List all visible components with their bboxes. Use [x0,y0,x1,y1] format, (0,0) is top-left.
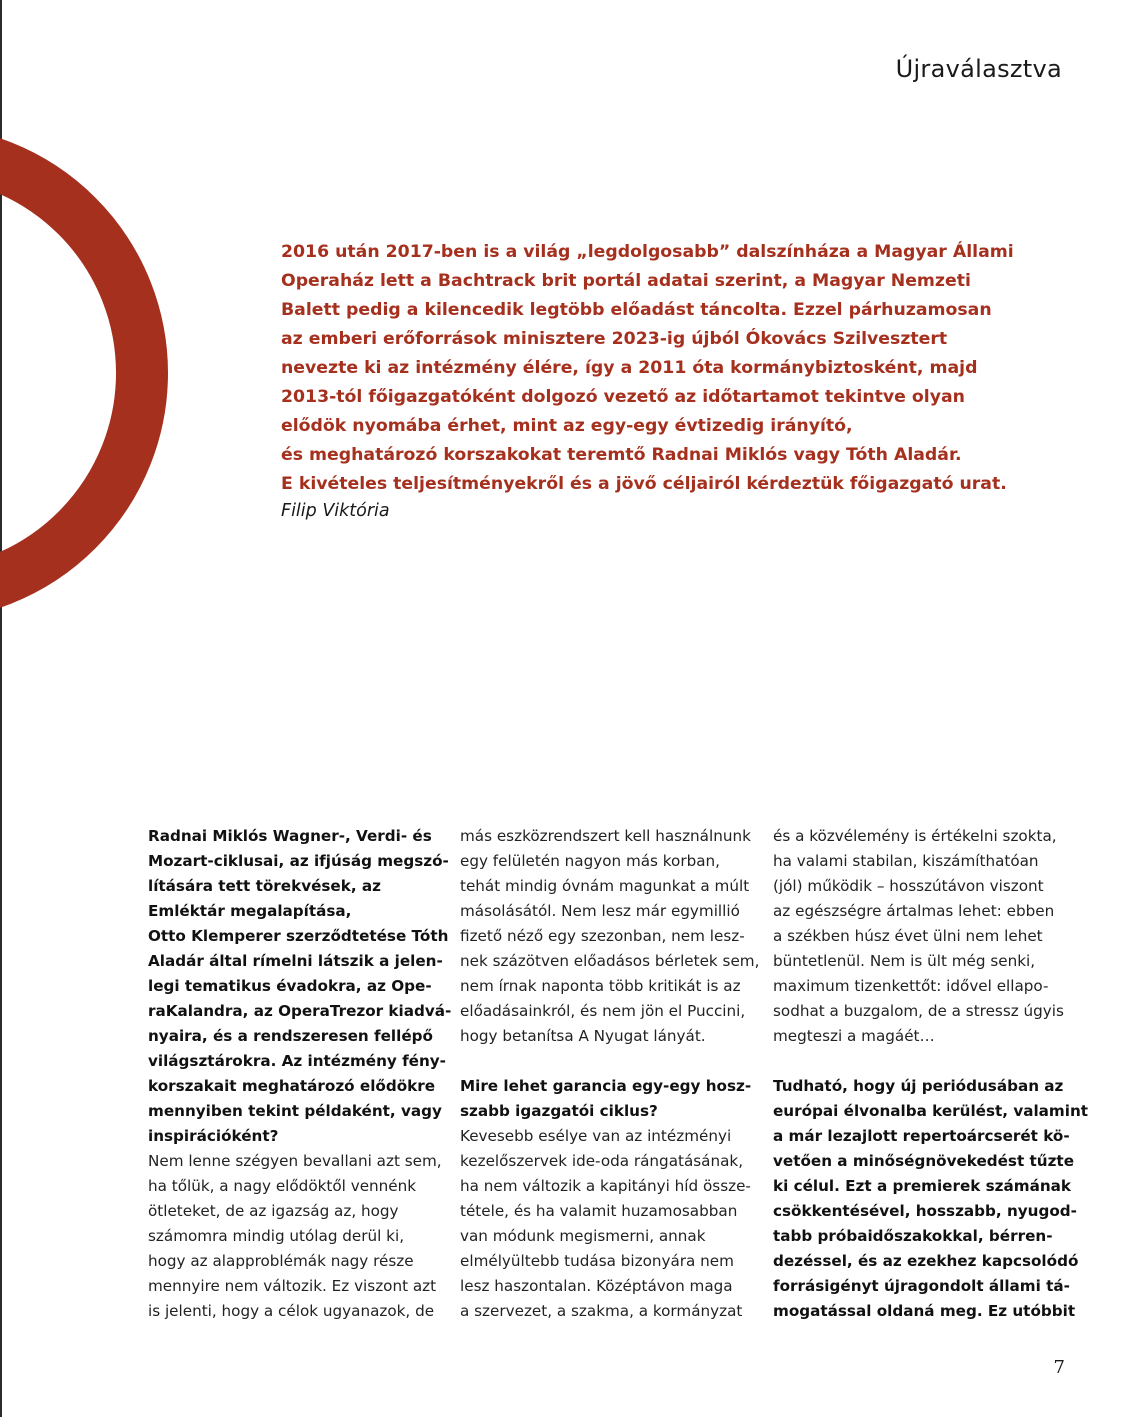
answer-line: és a közvélemény is értékelni szokta, [773,827,1057,845]
question-line: vetően a minőségnövekedést tűzte [773,1152,1074,1170]
text-column-3 [773,824,1089,1324]
interview-question [460,1074,760,1124]
answer-line: nem írnak naponta több kritikát is az [460,977,741,995]
answer-line: megteszi a magáét… [773,1027,935,1045]
answer-line: mennyire nem változik. Ez viszont azt [148,1277,437,1295]
lead-line: Operaház lett a Bachtrack brit portál adatai szerint, a Magyar Nemzeti [281,271,971,291]
question-line: forrásigényt újragondolt állami tá- [773,1277,1070,1295]
question-line: világsztárokra. Az intézmény fény- [148,1052,446,1070]
answer-line: előadásainkról, és nem jön el Puccini, [460,1002,746,1020]
answer-line: hogy az alapproblémák nagy része [148,1252,414,1270]
author-name: Filip Viktória [281,501,390,521]
lead-line: elődök nyomába érhet, mint az egy-egy évtizedig irányító, [281,416,853,436]
question-line: legi tematikus évadokra, az Ope- [148,977,432,995]
question-line: Otto Klemperer szerződtetése Tóth [148,927,449,945]
question-line: ki célul. Ezt a premierek számának [773,1177,1072,1195]
answer-line: maximum tizenkettőt: idővel ellapo- [773,977,1049,995]
answer-line: másolásától. Nem lesz már egymillió [460,902,740,920]
question-line: Radnai Miklós Wagner-, Verdi- és [148,827,432,845]
answer-line: egy felületén nagyon más korban, [460,852,720,870]
text-column-2 [460,824,760,1324]
decorative-ring [0,0,200,640]
answer-line: elmélyültebb tudása bizonyára nem [460,1252,734,1270]
interview-answer [460,1124,760,1324]
text-column-1 [148,824,452,1324]
question-line: raKalandra, az OperaTrezor kiadvá- [148,1002,452,1020]
interview-answer [773,824,1073,1049]
answer-line: Kevesebb esélye van az intézményi [460,1127,732,1145]
interview-answer [148,1149,448,1324]
answer-line: a székben húsz évet ülni nem lehet [773,927,1043,945]
answer-line: lesz haszontalan. Középtávon maga [460,1277,733,1295]
answer-line: sodhat a buzgalom, de a stressz úgyis [773,1002,1064,1020]
question-line: korszakait meghatározó elődökre [148,1077,436,1095]
interview-question [773,1074,1089,1324]
question-line: Emléktár megalapítása, [148,902,352,920]
interview-answer [460,824,760,1049]
answer-line: is jelenti, hogy a célok ugyanazok, de [148,1302,435,1320]
question-line: dezéssel, és az ezekhez kapcsolódó [773,1252,1079,1270]
answer-line: kezelőszervek ide-oda rángatásának, [460,1152,744,1170]
answer-line: ha valami stabilan, kiszámíthatóan [773,852,1039,870]
lead-line: E kivételes teljesítményekről és a jövő céljairól kérdeztük főigazgató urat. [281,474,1007,494]
answer-line: nek százötven előadásos bérletek sem, [460,952,760,970]
answer-line: ha nem változik a kapitányi híd össze- [460,1177,751,1195]
answer-line: ha tőlük, a nagy elődöktől vennénk [148,1177,417,1195]
answer-line: hogy betanítsa A Nyugat lányát. [460,1027,706,1045]
answer-line: számomra mindig utólag derül ki, [148,1227,405,1245]
lead-line: Balett pedig a kilencedik legtöbb előadást táncolta. Ezzel párhuzamosan [281,300,992,320]
question-line: mogatással oldaná meg. Ez utóbbit [773,1302,1076,1320]
question-line: csökkentésével, hosszabb, nyugod- [773,1202,1077,1220]
answer-line: van módunk megismerni, annak [460,1227,706,1245]
lead-line: és meghatározó korszakokat teremtő Radnai Miklós vagy Tóth Aladár. [281,445,962,465]
question-line: a már lezajlott repertoárcserét kö- [773,1127,1070,1145]
answer-line: tétele, és ha valamit huzamosabban [460,1202,738,1220]
lead-paragraph [281,238,1014,499]
answer-line: ötleteket, de az igazság az, hogy [148,1202,399,1220]
answer-line: büntetlenül. Nem is ült még senki, [773,952,1036,970]
question-line: Tudható, hogy új periódusában az [773,1077,1064,1095]
question-line: tabb próbaidőszakokkal, bérren- [773,1227,1053,1245]
question-line: inspirációként? [148,1127,279,1145]
page-number: 7 [1053,1357,1065,1378]
answer-line: (jól) működik – hosszútávon viszont [773,877,1044,895]
lead-line: az emberi erőforrások minisztere 2023-ig újból Ókovács Szilvesztert [281,329,948,349]
interview-question [148,824,452,1149]
lead-line: 2013-tól főigazgatóként dolgozó vezető az időtartamot tekintve olyan [281,387,965,407]
answer-line: más eszközrendszert kell használnunk [460,827,751,845]
answer-line: az egészségre ártalmas lehet: ebben [773,902,1055,920]
answer-line: fizető néző egy szezonban, nem lesz- [460,927,745,945]
question-line: Mozart-ciklusai, az ifjúság megszó- [148,852,449,870]
answer-line: a szervezet, a szakma, a kormányzat [460,1302,743,1320]
answer-line: Nem lenne szégyen bevallani azt sem, [148,1152,442,1170]
paragraph-gap [773,1049,1073,1074]
question-line: Mire lehet garancia egy-egy hosz- [460,1077,752,1095]
paragraph-gap [460,1049,760,1074]
question-line: mennyiben tekint példaként, vagy [148,1102,442,1120]
section-title: Újraválasztva [895,55,1062,83]
question-line: nyaira, és a rendszeresen fellépő [148,1027,433,1045]
lead-line: nevezte ki az intézmény élére, így a 2011 óta kormánybiztosként, majd [281,358,978,378]
question-line: európai élvonalba kerülést, valamint [773,1102,1089,1120]
answer-line: tehát mindig óvnám magunkat a múlt [460,877,750,895]
lead-line: 2016 után 2017-ben is a világ „legdolgosabb” dalszínháza a Magyar Állami [281,242,1014,262]
question-line: Aladár által rímelni látszik a jelen- [148,952,443,970]
question-line: lítására tett törekvések, az [148,877,381,895]
question-line: szabb igazgatói ciklus? [460,1102,658,1120]
